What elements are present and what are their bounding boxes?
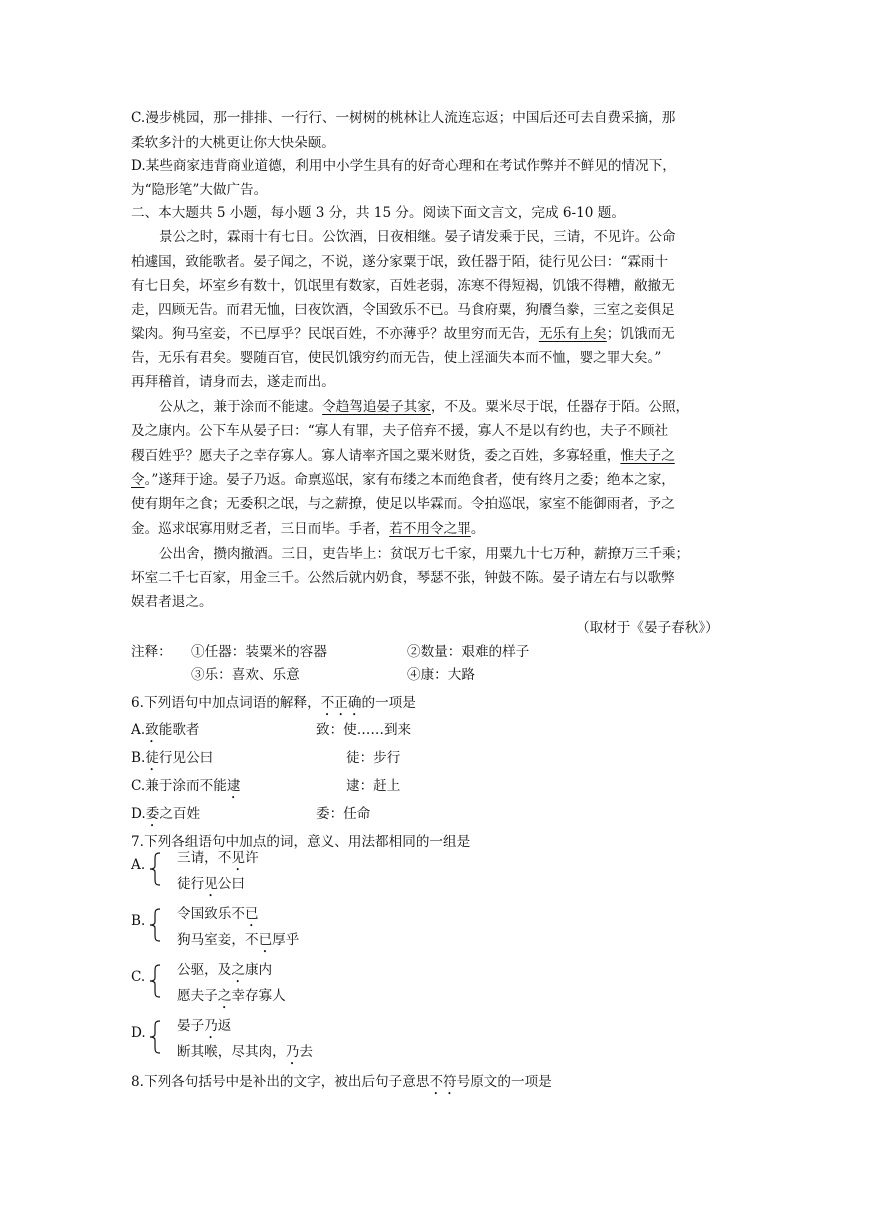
passage-p3-line2: 坏室二千七百家，用金三千。公然后就内奶食，琴瑟不张，钟鼓不陈。晏子请左右与以歌弊 [131,570,675,586]
q7-a-sentence-1 [177,848,259,874]
option-label: D. [131,806,146,822]
sentence-text: 公曰 [217,876,245,892]
q7-b-label: B. [131,913,146,929]
q6-stem-text: 6.下列语句中加点词语的解释， [131,695,321,711]
dotted-word: 见 [231,850,245,866]
underlined-sentence: 令 [131,472,145,488]
q7-d-sentence-2 [177,1042,313,1068]
passage-p1-line2: 柏遽国，致能歌者。晏子闻之，不说，遂分家粟于氓，致任器于陌，徒行见公曰：“霖雨十 [131,254,669,270]
q7-c-sentence-2 [177,986,286,1012]
notes-label: 注释： [131,644,172,660]
q7-d-sentence-1 [177,1016,231,1042]
option-d-line2: 为“隐形笔”大做广告。 [131,182,268,198]
option-label: A. [131,722,146,738]
option-c-line2: 柔软多汁的大桃更让你大快朵颐。 [131,135,335,151]
section-heading: 二、本大题共 5 小题，每小题 3 分，共 15 分。阅读下面文言文，完成 6-10 题。 [131,205,625,221]
q7-stem: 7.下列各组语句中加点的词，意义、用法都相同的一组是 [131,834,471,850]
dotted-word: 之 [217,988,232,1004]
dotted-word: 乃 [204,1018,218,1034]
passage-p1-line6: 告，无乐有君矣。婴随百官，使民饥饿穷约而无告，使上淫湎失本而不恤，婴之罪大矣。” [131,350,662,366]
option-text: 行见公曰 [158,750,214,766]
passage-p3-line3: 娱君者退之。 [131,594,213,610]
option-c-line1: C.漫步桃园，那一排排、一行行、一树树的桃林让人流连忘返；中国后还可去自费采摘，那 [131,110,676,126]
q7-c-label: C. [131,969,146,985]
passage-p2-line3 [131,446,675,466]
passage-p2-line5: 使有期年之食；无委积之氓，与之薪撩，使足以毕霖而。令拍巡氓，家室不能御雨者，予之 [131,496,675,512]
sentence-text: 断其喉，尽其肉， [177,1044,286,1060]
underlined-sentence: 无乐有上矣 [538,326,607,342]
option-label: C.兼于涂而不能 [131,778,227,794]
dotted-word: 逮 [226,778,241,794]
left-brace-icon [149,964,161,998]
left-brace-icon [149,852,161,886]
q6-option-d [131,804,200,830]
q6-option-c-gloss: 逮：赶上 [346,778,401,794]
sentence-text: 徒行 [177,876,205,892]
q6-stem-text: 的一项是 [361,695,416,711]
dotted-word: 致 [145,722,159,738]
passage-p1-line4: 走，四顾无告。而君无恤，曰夜饮酒，令国致乐不已。马食府粟，狗餍刍豢，三室之妾俱足 [131,302,675,318]
dotted-word: 徒 [145,750,159,766]
note-4: ④康：大路 [407,667,475,683]
passage-p2-line4 [131,470,675,490]
q6-option-a [131,720,200,746]
sentence-text: 厚乎 [272,932,300,948]
q7-b-sentence-2 [177,930,299,956]
passage-p2-line1 [159,397,689,417]
dotted-word: 已 [258,932,273,948]
sentence-text: 许 [244,850,259,866]
q6-option-b-gloss: 徒：步行 [346,750,401,766]
note-2: ②数量：艰难的样子 [407,644,530,660]
left-brace-icon [149,908,161,942]
q6-stem [131,693,416,719]
passage-text: 粱肉。狗马室妾，不已厚乎？民氓百姓，不亦薄乎？故里穷而无告， [131,326,539,342]
q8-stem-text: 8.下列各句括号中是补出的文字，被出后句子意思 [131,1074,430,1090]
sentence-text: 三请，不 [177,850,232,866]
passage-text: 稷百姓乎？愿夫子之幸存寡人。寡人请率齐国之粟米财货，委之百姓，多寡轻重， [131,448,621,464]
passage-text: ；饥饿而无 [606,326,675,342]
sentence-text: 幸存寡人 [231,988,286,1004]
passage-text: 金。巡求氓寡用财乏者，三日而毕。手者， [131,521,390,537]
sentence-text: 狗马室妾，不 [177,932,259,948]
passage-p2-line2: 及之康内。公下车从晏子曰：“寡人有罪，夫子倍弃不援，寡人不是以有约也，夫子不顾社 [131,423,669,439]
option-text: 能歌者 [158,722,200,738]
q8-stem-text: 号原文的一项是 [456,1074,552,1090]
passage-p1-line5 [131,324,675,344]
passage-p3-line1: 公出舍，攒肉撤酒。三日，吏告毕上：贫氓万七千家，用粟九十七万种，薪撩万三千乘； [159,546,690,562]
sentence-text: 愿夫子 [177,988,218,1004]
sentence-text: 公驱，及 [177,962,232,978]
passage-p2-line6 [131,519,484,539]
dotted-word: 之 [231,962,245,978]
underlined-sentence: 惟夫子之 [620,448,675,464]
passage-p1-line1: 景公之时，霖雨十有七日。公饮酒，日夜相继。晏子请发乘于民，三请，不见许。公命 [159,229,676,245]
passage-text: 。”遂拜于途。晏子乃返。命禀巡氓，家有布缕之本而绝食者，使有终月之委；绝本之家， [144,472,675,488]
option-d-line1: D.某些商家违背商业道德，利用中小学生具有的好奇心理和在考试作弊并不鲜见的情况下， [131,158,676,174]
sentence-text: 康内 [244,962,273,978]
passage-source: （取材于《晏子春秋》） [576,620,719,636]
q6-option-c [131,776,240,802]
q8-stem-emphasis: 不符 [429,1074,457,1090]
passage-text: 。 [470,521,485,537]
note-1: ①任器：装粟米的容器 [191,644,327,660]
sentence-text: 去 [299,1044,313,1060]
q6-option-d-gloss: 委：任命 [316,806,371,822]
sentence-text: 晏子 [177,1018,205,1034]
q6-stem-emphasis: 不正确 [320,695,362,711]
option-text: 之百姓 [159,806,201,822]
sentence-text: 令国致乐不 [177,906,245,922]
option-label: B. [131,750,146,766]
dotted-word: 乃 [285,1044,300,1060]
q7-a-sentence-2 [177,874,245,900]
underlined-sentence: 若不用令之罪 [389,521,471,537]
left-brace-icon [149,1020,161,1054]
underlined-sentence: 令趋驾追晏子其家 [322,399,431,415]
q7-c-sentence-1 [177,960,272,986]
q6-option-a-gloss: 致：使……到来 [316,722,412,738]
dotted-word: 委 [145,806,160,822]
q7-a-label: A. [131,857,146,873]
passage-text: 公从之，兼于涂而不能逮。 [159,399,323,415]
q7-d-label: D. [131,1025,146,1041]
q7-b-sentence-1 [177,904,259,930]
q6-option-b [131,748,213,774]
note-3: ③乐：喜欢、乐意 [191,667,300,683]
dotted-word: 已 [244,906,259,922]
passage-p1-line3: 有七日矣，坏室乡有数十，饥氓里有数家，百姓老弱，冻寒不得短褐，饥饿不得糟，敝撤无 [131,278,675,294]
dotted-word: 见 [204,876,218,892]
passage-p1-line7: 再拜稽首，请身而去，遂走而出。 [131,374,335,390]
q8-stem [131,1072,552,1098]
passage-text: ，不及。粟米尽于氓，任器存于陌。公照， [430,399,690,415]
sentence-text: 返 [217,1018,232,1034]
